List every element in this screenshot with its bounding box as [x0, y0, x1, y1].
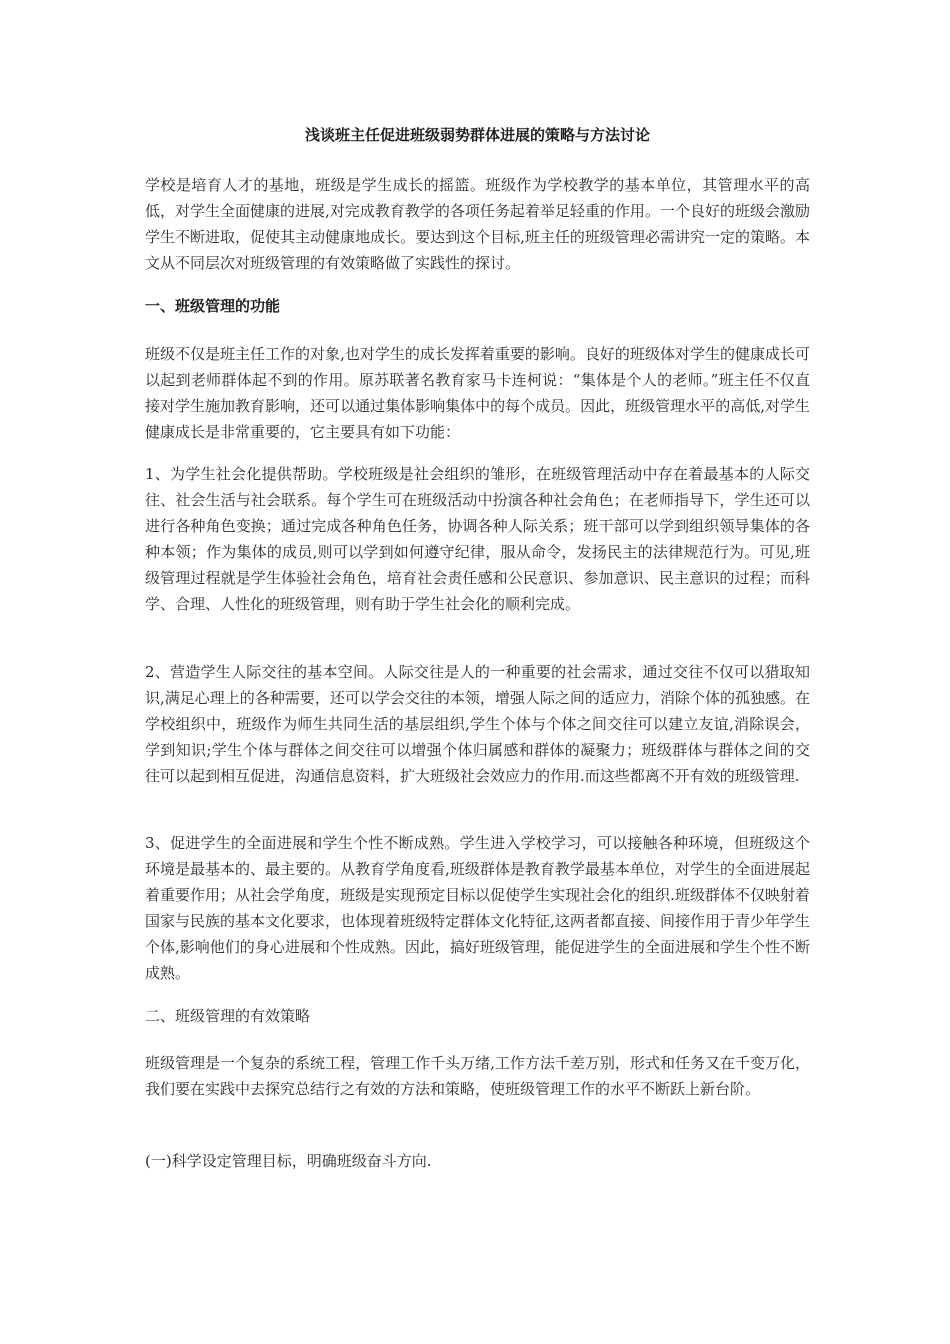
function-point-3: 3、促进学生的全面进展和学生个性不断成熟。学生进入学校学习，可以接触各种环境，但班级这个环境是最基本的、最主要的。从教育学角度看,班级群体是教育教学最基本单位，对学生的全面进展起着重要作用；从社会学角度，班级是实现预定目标以促使学生实现社会化的组织.班级群体不仅映射着国家与民族的基本文化要求，也体现着班级特定群体文化特征,这两者都直接、间接作用于青少年学生个体,影响他们的身心进展和个性成熟。因此，搞好班级管理，能促进学生的全面进展和学生个性不断成熟。 — [145, 834, 810, 982]
section-heading-strategies: 二、班级管理的有效策略 — [145, 1007, 311, 1025]
document-title: 浅谈班主任促进班级弱势群体进展的策略与方法讨论 — [304, 126, 650, 144]
section2-paragraph: 班级管理是一个复杂的系统工程，管理工作千头万绪,工作方法千差万别，形式和任务又在千变万化，我们要在实践中去探究总结行之有效的方法和策略，使班级管理工作的水平不断跃上新台阶。 — [145, 1054, 810, 1098]
intro-paragraph: 学校是培育人才的基地，班级是学生成长的摇篮。班级作为学校教学的基本单位，其管理水平的高低，对学生全面健康的进展,对完成教育教学的各项任务起着举足轻重的作用。一个良好的班级会激励学生不断进取，促使其主动健康地成长。要达到这个目标,班主任的班级管理必需讲究一定的策略。本文从不同层次对班级管理的有效策略做了实践性的探讨。 — [145, 176, 810, 272]
section1-paragraph: 班级不仅是班主任工作的对象,也对学生的成长发挥着重要的影响。良好的班级体对学生的健康成长可以起到老师群体起不到的作用。原苏联著名教育家马卡连柯说：“集体是个人的老师。”班主任不仅直接对学生施加教育影响，还可以通过集体影响集体中的每个成员。因此，班级管理水平的高低,对学生健康成长是非常重要的，它主要具有如下功能： — [145, 345, 810, 441]
function-point-2: 2、营造学生人际交往的基本空间。人际交往是人的一种重要的社会需求，通过交往不仅可以猎取知识,满足心理上的各种需要，还可以学会交往的本领，增强人际之间的适应力，消除个体的孤独感。在学校组织中，班级作为师生共同生活的基层组织,学生个体与个体之间交往可以建立友谊,消除误会，学到知识;学生个体与群体之间交往可以增强个体归属感和群体的凝聚力；班级群体与群体之间的交往可以起到相互促进，沟通信息资料，扩大班级社会效应力的作用.而这些都离不开有效的班级管理. — [145, 663, 810, 785]
function-point-1: 1、为学生社会化提供帮助。学校班级是社会组织的雏形，在班级管理活动中存在着最基本的人际交往、社会生活与社会联系。每个学生可在班级活动中扮演各种社会角色；在老师指导下，学生还可以进行各种角色变换；通过完成各种角色任务，协调各种人际关系；班干部可以学到组织领导集体的各种本领；作为集体的成员,则可以学到如何遵守纪律，服从命令，发扬民主的法律规范行为。可见,班级管理过程就是学生体验社会角色，培育社会责任感和公民意识、参加意识、民主意识的过程；而科学、合理、人性化的班级管理，则有助于学生社会化的顺利完成。 — [145, 465, 810, 613]
subsection-heading-1: (一)科学设定管理目标，明确班级奋斗方向. — [145, 1152, 432, 1170]
section-heading-functions: 一、班级管理的功能 — [145, 297, 281, 315]
